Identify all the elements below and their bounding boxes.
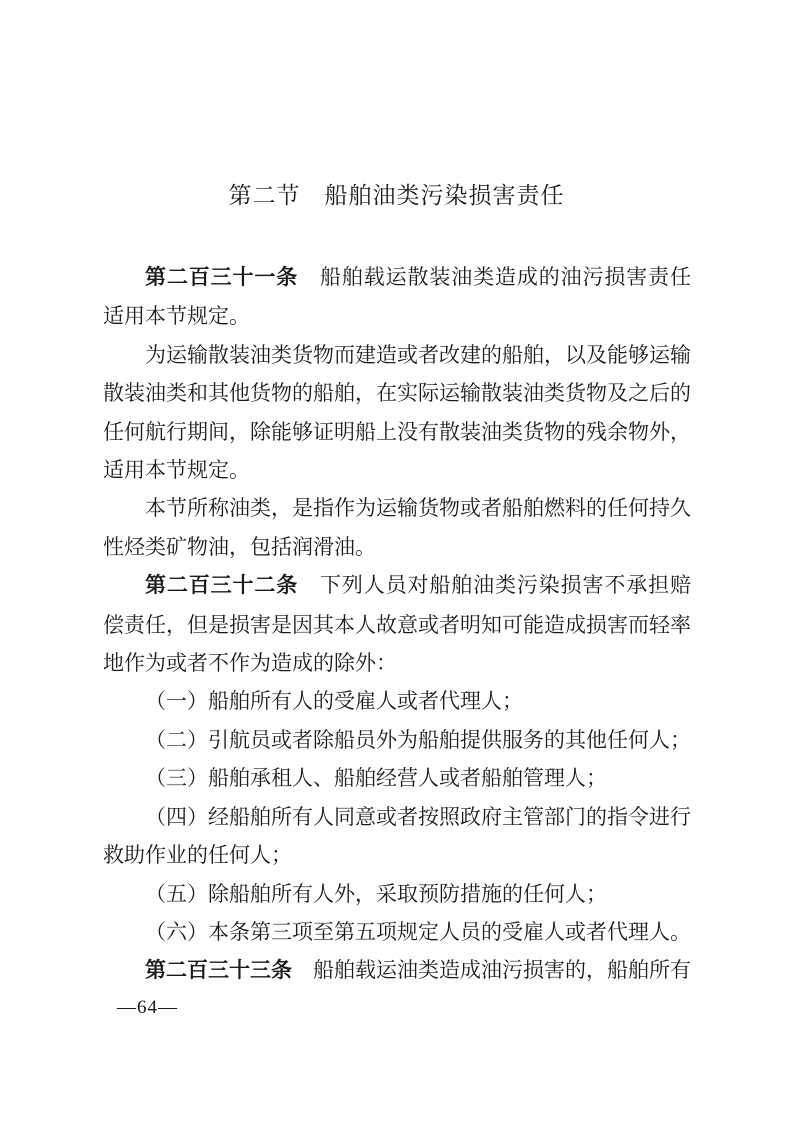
text-line: 本节所称油类，是指作为运输货物或者船舶燃料的任何持久 [145,496,691,521]
text-line: （二）引航员或者除船员外为船舶提供服务的其他任何人； [145,727,691,752]
paragraph [103,489,691,566]
text-line: （四）经船舶所有人同意或者按照政府主管部门的指令进行 [145,804,691,829]
section-title: 第二节 船舶油类污染损害责任 [228,183,565,208]
text-line: 任何航行期间，除能够证明船上没有散装油类货物的残余物外， [103,419,691,444]
text-line: 地作为或者不作为造成的除外： [103,651,397,676]
paragraph [103,913,691,951]
text-line: 性烃类矿物油，包括润滑油。 [103,534,376,559]
paragraph [103,875,691,913]
paragraph [103,721,691,759]
text-line: 救助作业的任何人； [103,843,292,868]
article-number: 第二百三十一条 [145,266,299,289]
article-paragraph [103,566,691,682]
article-paragraph [103,258,691,336]
text-line: 第二百三十三条 船舶载运油类造成油污损害的，船舶所有 [145,958,691,983]
text-line: （一）船舶所有人的受雇人或者代理人； [145,689,523,714]
text-line: 适用本节规定。 [103,304,250,329]
page-number: —64— [117,997,178,1018]
text-line: （五）除船舶所有人外，采取预防措施的任何人； [145,881,607,906]
text-line: 偿责任，但是损害是因其本人故意或者明知可能造成损害而轻率 [103,612,691,637]
text-line: 散装油类和其他货物的船舶，在实际运输散装油类货物及之后的 [103,381,691,406]
paragraph [103,759,691,797]
article-paragraph [103,951,691,990]
text-line: 为运输散装油类货物而建造或者改建的船舶，以及能够运输 [145,342,691,367]
text-line: 第二百三十一条 船舶载运散装油类造成的油污损害责任 [145,265,691,289]
paragraph [103,336,691,490]
document-body [103,258,691,991]
paragraph [103,682,691,720]
text-line: （三）船舶承租人、船舶经营人或者船舶管理人； [145,766,607,791]
text-line: 适用本节规定。 [103,458,250,483]
article-number: 第二百三十三条 [145,959,292,983]
article-number: 第二百三十二条 [145,574,299,598]
text-line: 第二百三十二条 下列人员对船舶油类污染损害不承担赔 [145,573,691,598]
text-line: （六）本条第三项至第五项规定人员的受雇人或者代理人。 [145,919,691,944]
paragraph [103,798,691,875]
